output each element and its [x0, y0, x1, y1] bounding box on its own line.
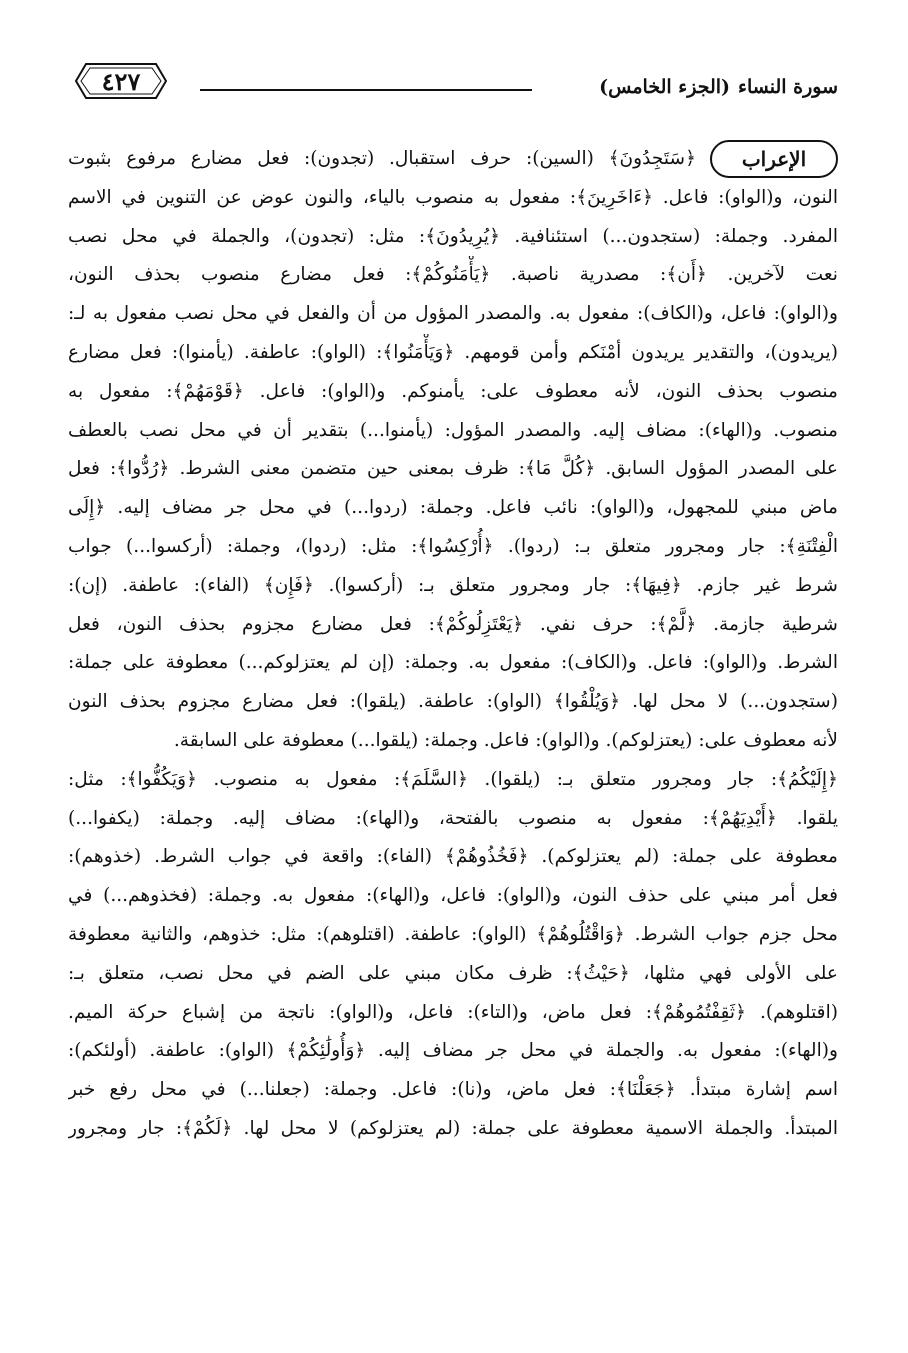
text-line: على المصدر المؤول السابق. ﴿كُلَّ مَا﴾: ظرف بمعنى حين متضمن معنى الشرط. ﴿رُدُّوا﴾: فعل: [68, 458, 838, 480]
text-line: (اقتلوهم). ﴿ثَقِفْتُمُوهُمْ﴾: فعل ماض، و(التاء): فاعل، و(الواو): ناتجة من إشباع حركة الميم.: [68, 1001, 838, 1023]
text-line: ماض مبني للمجهول، و(الواو): نائب فاعل. وجملة: (ردوا...) في محل جر مضاف إليه. ﴿إِلَى: [68, 497, 838, 519]
text-line: منصوب بحذف النون، لأنه معطوف على: يأمنوكم. و(الواو): فاعل. ﴿قَوْمَهُمْ﴾: مفعول به: [68, 380, 838, 402]
text-line: لأنه معطوف على: (يعتزلوكم). و(الواو): فاعل. وجملة: (يلقوا...) معطوفة على السابقة.: [173, 730, 838, 751]
text-line: معطوفة على جملة: (لم يعتزلوكم). ﴿فَخُذُوهُمْ﴾ (الفاء): واقعة في جواب الشرط. (خذوهم):: [68, 846, 838, 868]
text-line: نعت لآخرين. ﴿أَن﴾: مصدرية ناصبة. ﴿يَأْمَنُوكُمْ﴾: فعل مضارع منصوب بحذف النون،: [68, 264, 838, 286]
text-line: محل جزم جواب الشرط. ﴿وَاقْتُلُوهُمْ﴾ (الواو): عاطفة. (اقتلوهم): مثل: خذوهم، والثانية معطوفة: [68, 924, 838, 945]
section-label: الإعراب: [710, 140, 838, 178]
text-line: منصوب. و(الهاء): مضاف إليه. والمصدر المؤول: (يأمنوا...) بتقدير أن في محل نصب بالعطف: [68, 419, 838, 441]
text-line: الشرط. و(الواو): فاعل. و(الكاف): مفعول به. وجملة: (إن لم يعتزلوكم...) معطوفة على جملة:: [68, 652, 838, 674]
text-line: (ستجدون...) لا محل لها. ﴿وَيُلْقُوا﴾ (الواو): عاطفة. (يلقوا): فعل مضارع مجزوم بحذف النون: [68, 691, 838, 713]
text-line: النون، و(الواو): فاعل. ﴿ءَاخَرِينَ﴾: مفعول به منصوب بالياء، والنون عوض عن التنوين في الاسم: [68, 186, 838, 208]
text-line: على الأولى فهي مثلها، ﴿حَيْثُ﴾: ظرف مكان مبني على الضم في محل نصب، متعلق بـ:: [68, 962, 838, 984]
text-line: المفرد. وجملة: (ستجدون...) استئنافية. ﴿يُرِيدُونَ﴾: مثل: (تجدون)، والجملة في محل نصب: [68, 225, 838, 247]
text-line: ﴿إِلَيْكُمُ﴾: جار ومجرور متعلق بـ: (يلقوا). ﴿السَّلَمَ﴾: مفعول به منصوب. ﴿وَيَكُفُّوا﴾: مثل:: [68, 768, 838, 790]
text-line: و(الواو): فاعل، و(الكاف): مفعول به. والمصدر المؤول من أن والفعل في محل نصب مفعول به لـ:: [68, 303, 838, 325]
text-line: الْفِتْنَةِ﴾: جار ومجرور متعلق بـ: (ردوا). ﴿أُرْكِسُوا﴾: مثل: (ردوا)، وجملة: (أركسوا...) جواب: [68, 536, 838, 557]
header-rule: [200, 89, 532, 91]
running-header: [591, 76, 838, 98]
page-number-frame: [72, 60, 170, 102]
text-line: يلقوا. ﴿أَيْدِيَهُمْ﴾: مفعول به منصوب بالفتحة، و(الهاء): مضاف إليه. وجملة: (يكفوا...): [68, 807, 838, 829]
text-line: اسم إشارة مبتدأ. ﴿جَعَلْنَا﴾: فعل ماض، و(نا): فاعل. وجملة: (جعلنا...) في محل رفع خبر: [68, 1079, 838, 1101]
text-line: شرطية جازمة. ﴿لَّمْ﴾: حرف نفي. ﴿يَعْتَزِلُوكُمْ﴾: فعل مضارع مجزوم بحذف النون، فعل: [68, 613, 838, 635]
text-line: فعل أمر مبني على حذف النون، و(الواو): فاعل، و(الهاء): مفعول به. وجملة: (فخذوهم...) في: [68, 885, 838, 907]
part-label: (الجزء الخامس): [599, 76, 731, 98]
text-line: (يريدون)، والتقدير يريدون أمْنَكم وأمن قومهم. ﴿وَيَأْمَنُوا﴾: (الواو): عاطفة. (يأمنوا): فعل مضارع: [68, 342, 838, 363]
text-line: المبتدأ. والجملة الاسمية معطوفة على جملة: (لم يعتزلوكم) لا محل لها. ﴿لَكُمْ﴾: جار ومجرور: [68, 1118, 838, 1139]
text-line: شرط غير جازم. ﴿فِيهَا﴾: جار ومجرور متعلق بـ: (أركسوا). ﴿فَإِن﴾ (الفاء): عاطفة. (إن):: [68, 574, 838, 596]
text-line: ﴿سَتَجِدُونَ﴾ (السين): حرف استقبال. (تجدون): فعل مضارع مرفوع بثبوت: [68, 148, 696, 169]
surah-name: سورة النساء: [738, 76, 838, 98]
page-number: ٤٢٧: [101, 67, 141, 96]
text-line: و(الهاء): مفعول به. والجملة في محل جر مضاف إليه. ﴿وَأُولَٰئِكُمْ﴾ (الواو): عاطفة. (أولئكم):: [68, 1040, 838, 1062]
